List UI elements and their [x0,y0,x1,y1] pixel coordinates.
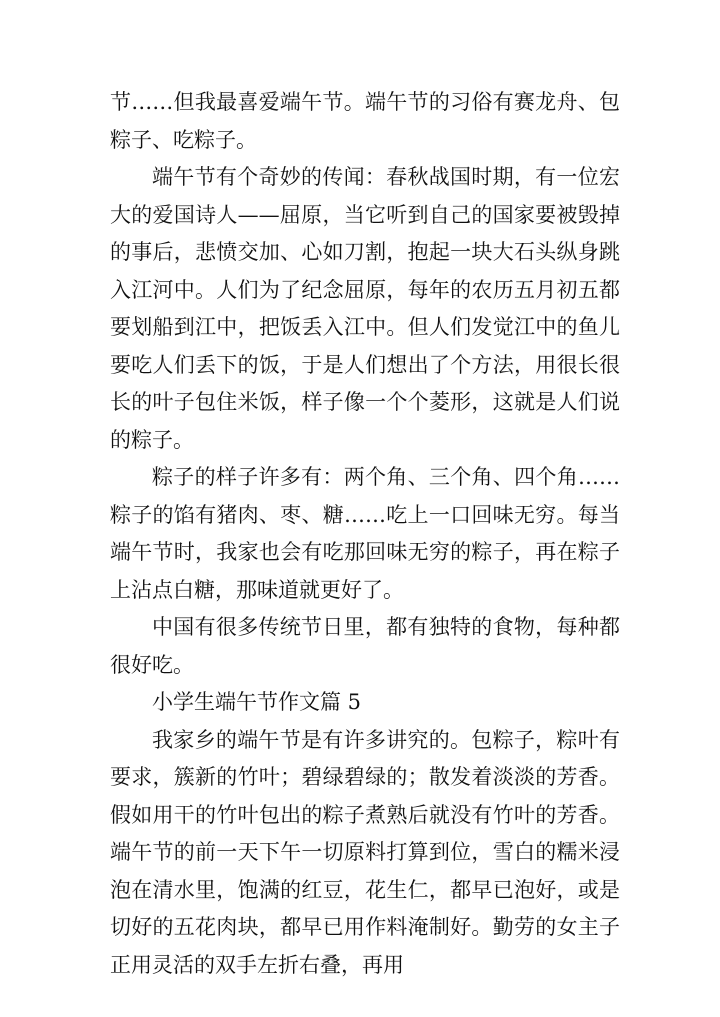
paragraph-zongzi-shapes: 粽子的样子许多有：两个角、三个角、四个角……粽子的馅有猪肉、枣、糖……吃上一口回味无穷。每当端午节时，我家也会有吃那回味无穷的粽子，再在粽子上沾点白糖，那味道就更好了。 [110,465,620,602]
paragraph-continuation: 节……但我最喜爱端午节。端午节的习俗有赛龙舟、包粽子、吃粽子。 [110,90,620,152]
paragraph-legend: 端午节有个奇妙的传闻：春秋战国时期，有一位宏大的爱国诗人——屈原，当它听到自己的国家要被毁掉的事后，悲愤交加、心如刀割，抱起一块大石头纵身跳入江河中。人们为了纪念屈原，每年的农历五月初五都要划船到江中，把饭丢入江中。但人们发觉江中的鱼儿要吃人们丢下的饭，于是人们想出了个方法，用很长很长的叶子包住米饭，样子像一个个菱形，这就是人们说的粽子。 [110,165,620,452]
paragraph-traditional-food: 中国有很多传统节日里，都有独特的食物，每种都很好吃。 [110,615,620,677]
paragraph-hometown: 我家乡的端午节是有许多讲究的。包粽子，粽叶有要求，簇新的竹叶；碧绿碧绿的；散发着淡淡的芳香。假如用干的竹叶包出的粽子煮熟后就没有竹叶的芳香。端午节的前一天下午一切原料打算到位，雪白的糯米浸泡在清水里，饱满的红豆，花生仁，都早已泡好，或是切好的五花肉块，都早已用作料淹制好。勤劳的女主子正用灵活的双手左折右叠，再用 [110,727,620,977]
document-body [110,84,620,984]
section-heading: 小学生端午节作文篇 5 [152,690,362,714]
